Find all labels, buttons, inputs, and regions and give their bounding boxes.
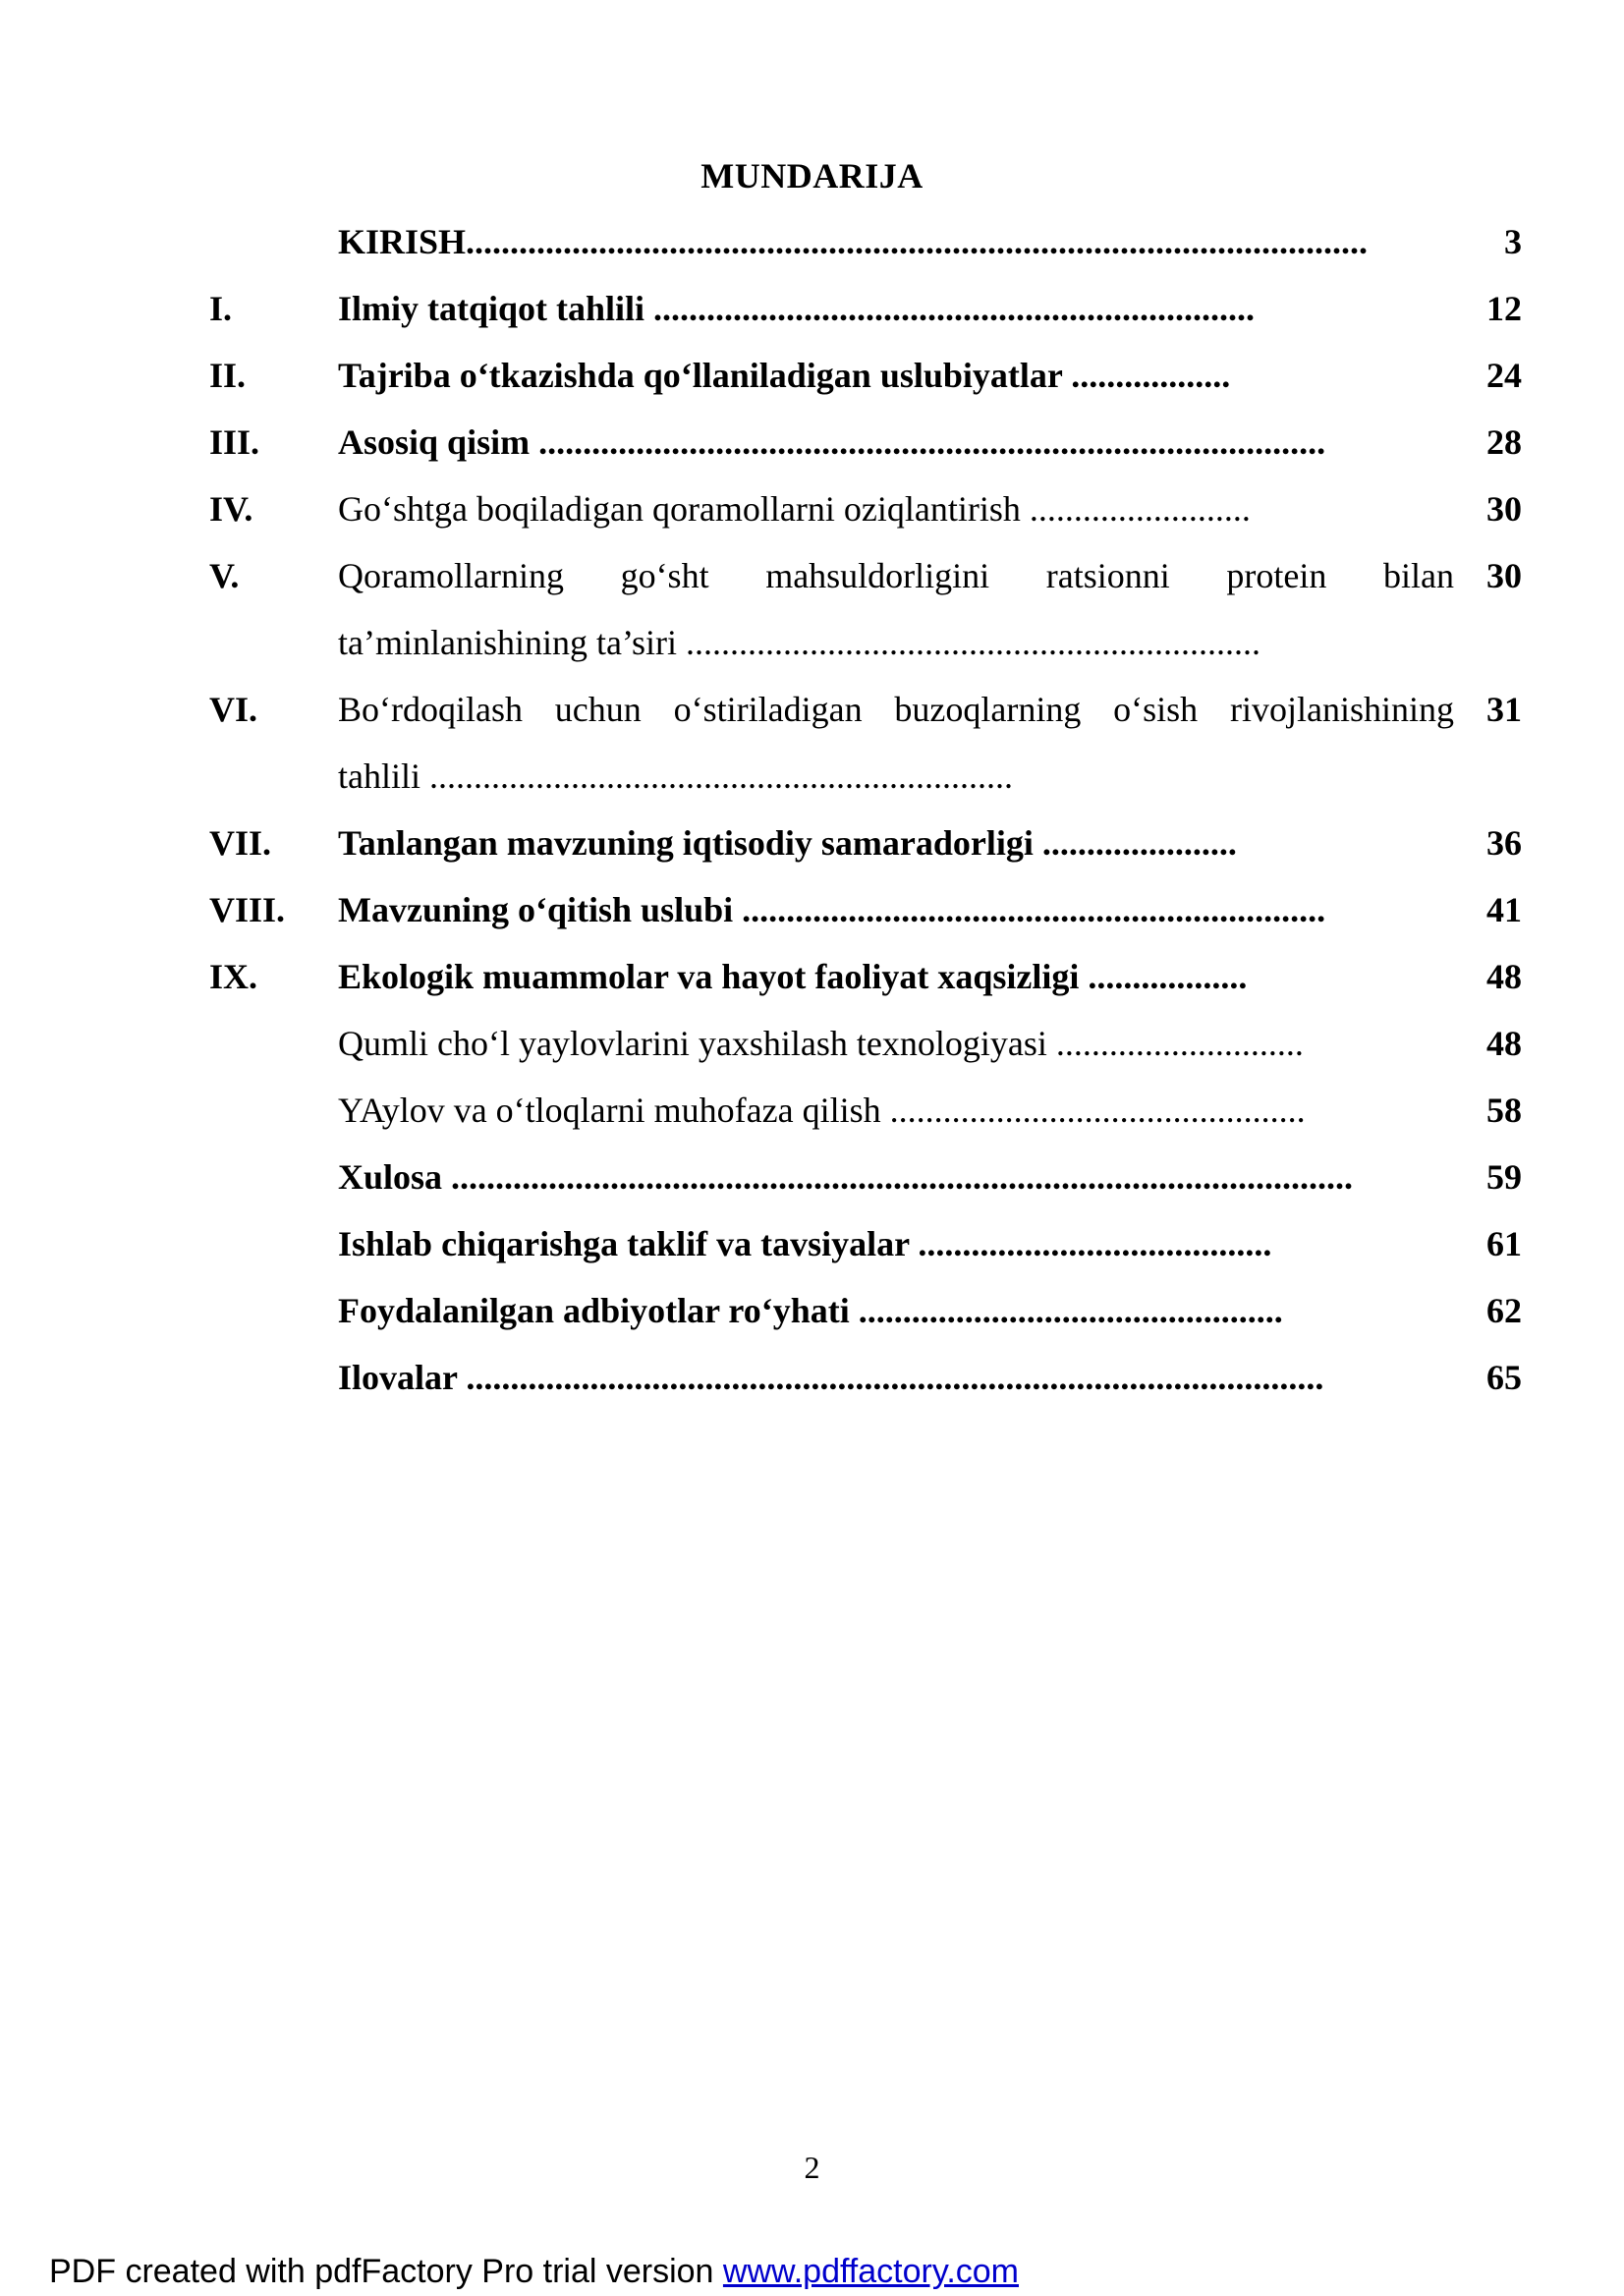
toc-entry-title: Ekologik muammolar va hayot faoliyat xaqsizligi ..................: [338, 957, 1248, 996]
toc-entry-title: Ishlab chiqarishga taklif va tavsiyalar ........................................: [338, 1224, 1272, 1263]
toc-entry-number: VI.: [209, 690, 258, 729]
toc-entry-number: V.: [209, 556, 240, 595]
toc-entry-page: 62: [1486, 1291, 1522, 1330]
footer-link[interactable]: www.pdffactory.com: [722, 2253, 1019, 2290]
toc-entry-page: 48: [1486, 1024, 1522, 1063]
toc-entry-page: 41: [1486, 890, 1522, 929]
toc-entry-title: Bo‘rdoqilash uchun o‘stiriladigan buzoqlarning o‘sish rivojlanishining: [338, 690, 1454, 729]
toc-entry-page: 48: [1486, 957, 1522, 996]
footer-text: PDF created with pdfFactory Pro trial version: [49, 2253, 723, 2290]
toc-entry-number: IV.: [209, 489, 253, 529]
toc-entry-page: 31: [1486, 690, 1522, 729]
toc-entry-title: Mavzuning o‘qitish uslubi ..................................................................: [338, 890, 1326, 929]
toc-entry-page: 61: [1486, 1224, 1522, 1263]
toc-entry-number: III.: [209, 422, 260, 462]
toc-entry-page: 58: [1486, 1091, 1522, 1130]
toc-entry-page: 30: [1486, 489, 1522, 529]
toc-entry-title: Qoramollarning go‘sht mahsuldorligini ratsionni protein bilan: [338, 556, 1454, 595]
toc-entry-page: 12: [1486, 289, 1522, 328]
toc-entry-title: Xulosa ......................................................................................................: [338, 1157, 1354, 1197]
toc-entry-page: 59: [1486, 1157, 1522, 1197]
toc-entry-number: VIII.: [209, 890, 286, 929]
toc-entry-page: 24: [1486, 356, 1522, 395]
toc-entry-title: Foydalanilgan adbiyotlar ro‘yhati ................................................: [338, 1291, 1283, 1330]
toc-entry-page: 30: [1486, 556, 1522, 595]
toc-entry-title: Ilovalar .................................................................................................: [338, 1358, 1324, 1397]
toc-entry-number: VII.: [209, 823, 272, 863]
toc-entry-title: ta’minlanishining ta’siri .................................................................: [338, 623, 1260, 662]
pdf-footer: [49, 2253, 1019, 2291]
toc-entry-title: Asosiq qisim .........................................................................................: [338, 422, 1326, 462]
toc-entry-title: Tajriba o‘tkazishda qo‘llaniladigan uslubiyatlar ..................: [338, 356, 1231, 395]
page-title: MUNDARIJA: [700, 156, 924, 196]
toc-entry-number: II.: [209, 356, 247, 395]
toc-entry-title: Ilmiy tatqiqot tahlili ....................................................................: [338, 289, 1256, 328]
toc-entry-title: YAylov va o‘tloqlarni muhofaza qilish ...............................................: [338, 1091, 1306, 1130]
toc-entry-page: 65: [1486, 1358, 1522, 1397]
toc-entry-title: KIRISH......................................................................................................: [338, 222, 1369, 261]
toc-entry-page: 36: [1486, 823, 1522, 863]
toc-entry-number: IX.: [209, 957, 258, 996]
toc-entry-number: I.: [209, 289, 233, 328]
toc-entry-title: Tanlangan mavzuning iqtisodiy samaradorligi ......................: [338, 823, 1237, 863]
page-number: 2: [804, 2150, 820, 2185]
toc-entry-title: Qumli cho‘l yaylovlarini yaxshilash texnologiyasi ............................: [338, 1024, 1304, 1063]
toc-entry-page: 3: [1504, 222, 1522, 261]
toc-entry-title: Go‘shtga boqiladigan qoramollarni oziqlantirish .........................: [338, 489, 1251, 529]
toc-entry-title: tahlili ..................................................................: [338, 756, 1013, 796]
toc-entry-page: 28: [1486, 422, 1522, 462]
